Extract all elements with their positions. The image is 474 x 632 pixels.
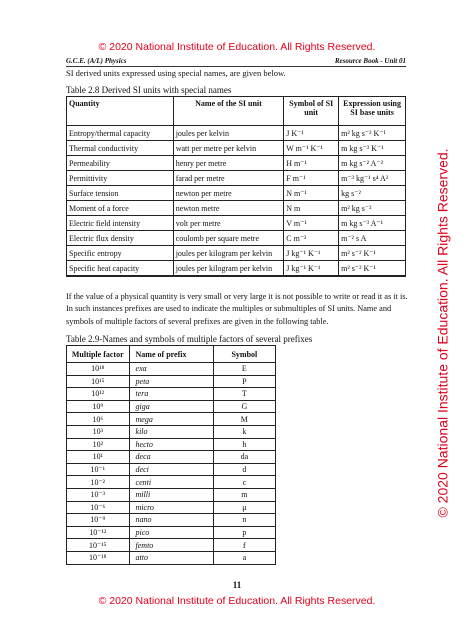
table-row [67,388,276,401]
table-header-row [67,346,276,363]
header-subject: G.C.E. (A/L) Physics [66,57,127,65]
table-cell: kilo [129,425,213,438]
table-row [67,476,276,489]
table-cell: J K⁻¹ [284,126,339,141]
table-cell: Specific entropy [67,246,174,261]
table-cell: m kg s⁻³ A⁻¹ [339,216,406,231]
table-row [67,375,276,388]
prefix-explanation-paragraph: If the value of a physical quantity is very small or very large it is not possible to write or read it as it is. In such instances prefixes are used to indicate the multiples or submultiples of SI units. Name and symbols of multiple factors of several prefixes are given in the following table. [66,292,408,326]
table-cell: P [213,375,275,388]
table-cell: M [213,413,275,426]
table-cell: c [213,476,275,489]
table-row [67,141,406,156]
table-cell: centi [129,476,213,489]
table-cell: kg s⁻² [339,186,406,201]
table-cell: da [213,451,275,464]
table-cell: m [213,488,275,501]
table-cell: 10⁻¹⁵ [67,539,130,552]
table-cell: W m⁻¹ K⁻¹ [284,141,339,156]
table-row [67,501,276,514]
table-cell: 10⁶ [67,413,130,426]
copyright-notice-side-text: © 2020 National Institute of Education. All Rights Reserved. [435,148,451,518]
table-caption-derived-units: Table 2.8 Derived SI units with special names [66,85,232,95]
table-cell: h [213,438,275,451]
table-cell: 10⁹ [67,400,130,413]
table-cell: 10¹⁸ [67,363,130,376]
table-cell: k [213,425,275,438]
table-cell: J kg⁻¹ K⁻¹ [284,261,339,277]
table-cell: hecto [129,438,213,451]
table-cell: m² s⁻² K⁻¹ [339,246,406,261]
table-caption-prefixes: Table 2.9-Names and symbols of multiple factors of several prefixes [66,334,313,344]
table-cell: watt per metre per kelvin [173,141,284,156]
table-row [67,231,406,246]
table-cell: 10¹⁵ [67,375,130,388]
table-cell: peta [129,375,213,388]
table-cell: deci [129,463,213,476]
table-row [67,438,276,451]
page-number: 11 [232,580,242,590]
table-cell: Permittivity [67,171,174,186]
table-cell: C m⁻² [284,231,339,246]
column-header-symbol: Symbol of SI unit [284,97,339,126]
table-cell: femto [129,539,213,552]
table-cell: F m⁻¹ [284,171,339,186]
table-row [67,425,276,438]
table-cell: m⁻² s A [339,231,406,246]
table-row [67,451,276,464]
table-cell: Surface tension [67,186,174,201]
table-cell: m² s⁻² K⁻¹ [339,261,406,277]
table-cell: n [213,514,275,527]
table-cell: N m [284,201,339,216]
table-cell: farad per metre [173,171,284,186]
table-cell: coulomb per square metre [173,231,284,246]
table-row [67,261,406,277]
table-cell: d [213,463,275,476]
table-cell: tera [129,388,213,401]
column-header-quantity: Quantity [67,97,174,126]
table-header-row [67,97,406,126]
table-cell: milli [129,488,213,501]
table-cell: m² kg s⁻² K⁻¹ [339,126,406,141]
header-book: Resource Book - Unit 01 [334,57,406,65]
table-cell: newton metre [173,201,284,216]
table-row [67,400,276,413]
table-cell: Electric field intensity [67,216,174,231]
prefix-table [66,345,276,565]
table-row [67,526,276,539]
table-cell: V m⁻¹ [284,216,339,231]
table-cell: giga [129,400,213,413]
table-cell: joules per kilogram per kelvin [173,246,284,261]
table-cell: f [213,539,275,552]
table-cell: Specific heat capacity [67,261,174,277]
table-cell: H m⁻¹ [284,156,339,171]
derived-units-body [67,126,406,277]
table-cell: E [213,363,275,376]
table-row [67,246,406,261]
table-cell: Entropy/thermal capacity [67,126,174,141]
table-cell: joules per kilogram per kelvin [173,261,284,277]
table-cell: N m⁻¹ [284,186,339,201]
table-cell: m kg s⁻² A⁻² [339,156,406,171]
table-cell: p [213,526,275,539]
column-header-expression: Expression using SI base units [339,97,406,126]
table-cell: joules per kelvin [173,126,284,141]
column-header-unit-name: Name of the SI unit [173,97,284,126]
table-cell: μ [213,501,275,514]
table-row [67,171,406,186]
column-header-symbol: Symbol [213,346,275,363]
table-cell: Electric flux density [67,231,174,246]
table-cell: J kg⁻¹ K⁻¹ [284,246,339,261]
copyright-notice-side [428,148,458,518]
table-cell: nano [129,514,213,527]
table-cell: micro [129,501,213,514]
column-header-prefix-name: Name of prefix [129,346,213,363]
table-cell: 10⁻¹ [67,463,130,476]
table-row [67,488,276,501]
table-row [67,186,406,201]
table-cell: Moment of a force [67,201,174,216]
table-cell: G [213,400,275,413]
table-row [67,363,276,376]
table-cell: henry per metre [173,156,284,171]
table-cell: 10⁻⁶ [67,501,130,514]
table-cell: 10⁻⁹ [67,514,130,527]
table-cell: 10¹ [67,451,130,464]
table-cell: 10⁻³ [67,488,130,501]
prefix-table-body [67,363,276,565]
table-row [67,156,406,171]
table-cell: m kg s⁻³ K⁻¹ [339,141,406,156]
table-row [67,201,406,216]
intro-text: SI derived units expressed using special names, are given below. [66,68,286,78]
copyright-notice-top: © 2020 National Institute of Education. All Rights Reserved. [98,41,376,53]
table-cell: 10⁻¹² [67,526,130,539]
table-cell: mega [129,413,213,426]
table-cell: Permeability [67,156,174,171]
table-row [67,463,276,476]
table-cell: m⁻³ kg⁻¹ s⁴ A² [339,171,406,186]
table-row [67,551,276,564]
table-cell: m² kg s⁻² [339,201,406,216]
table-row [67,413,276,426]
table-cell: 10³ [67,425,130,438]
table-row [67,126,406,141]
page-header [66,57,406,67]
table-cell: 10⁻¹⁸ [67,551,130,564]
copyright-notice-bottom: © 2020 National Institute of Education. All Rights Reserved. [98,595,376,607]
table-cell: volt per metre [173,216,284,231]
table-cell: 10² [67,438,130,451]
table-cell: a [213,551,275,564]
table-row [67,514,276,527]
table-cell: deca [129,451,213,464]
table-cell: T [213,388,275,401]
table-cell: pico [129,526,213,539]
derived-units-table [66,96,406,277]
table-cell: atto [129,551,213,564]
table-cell: 10⁻² [67,476,130,489]
column-header-multiple-factor: Multiple factor [67,346,130,363]
table-cell: Thermal conductivity [67,141,174,156]
table-cell: exa [129,363,213,376]
table-cell: 10¹² [67,388,130,401]
table-cell: newton per metre [173,186,284,201]
table-row [67,216,406,231]
table-row [67,539,276,552]
